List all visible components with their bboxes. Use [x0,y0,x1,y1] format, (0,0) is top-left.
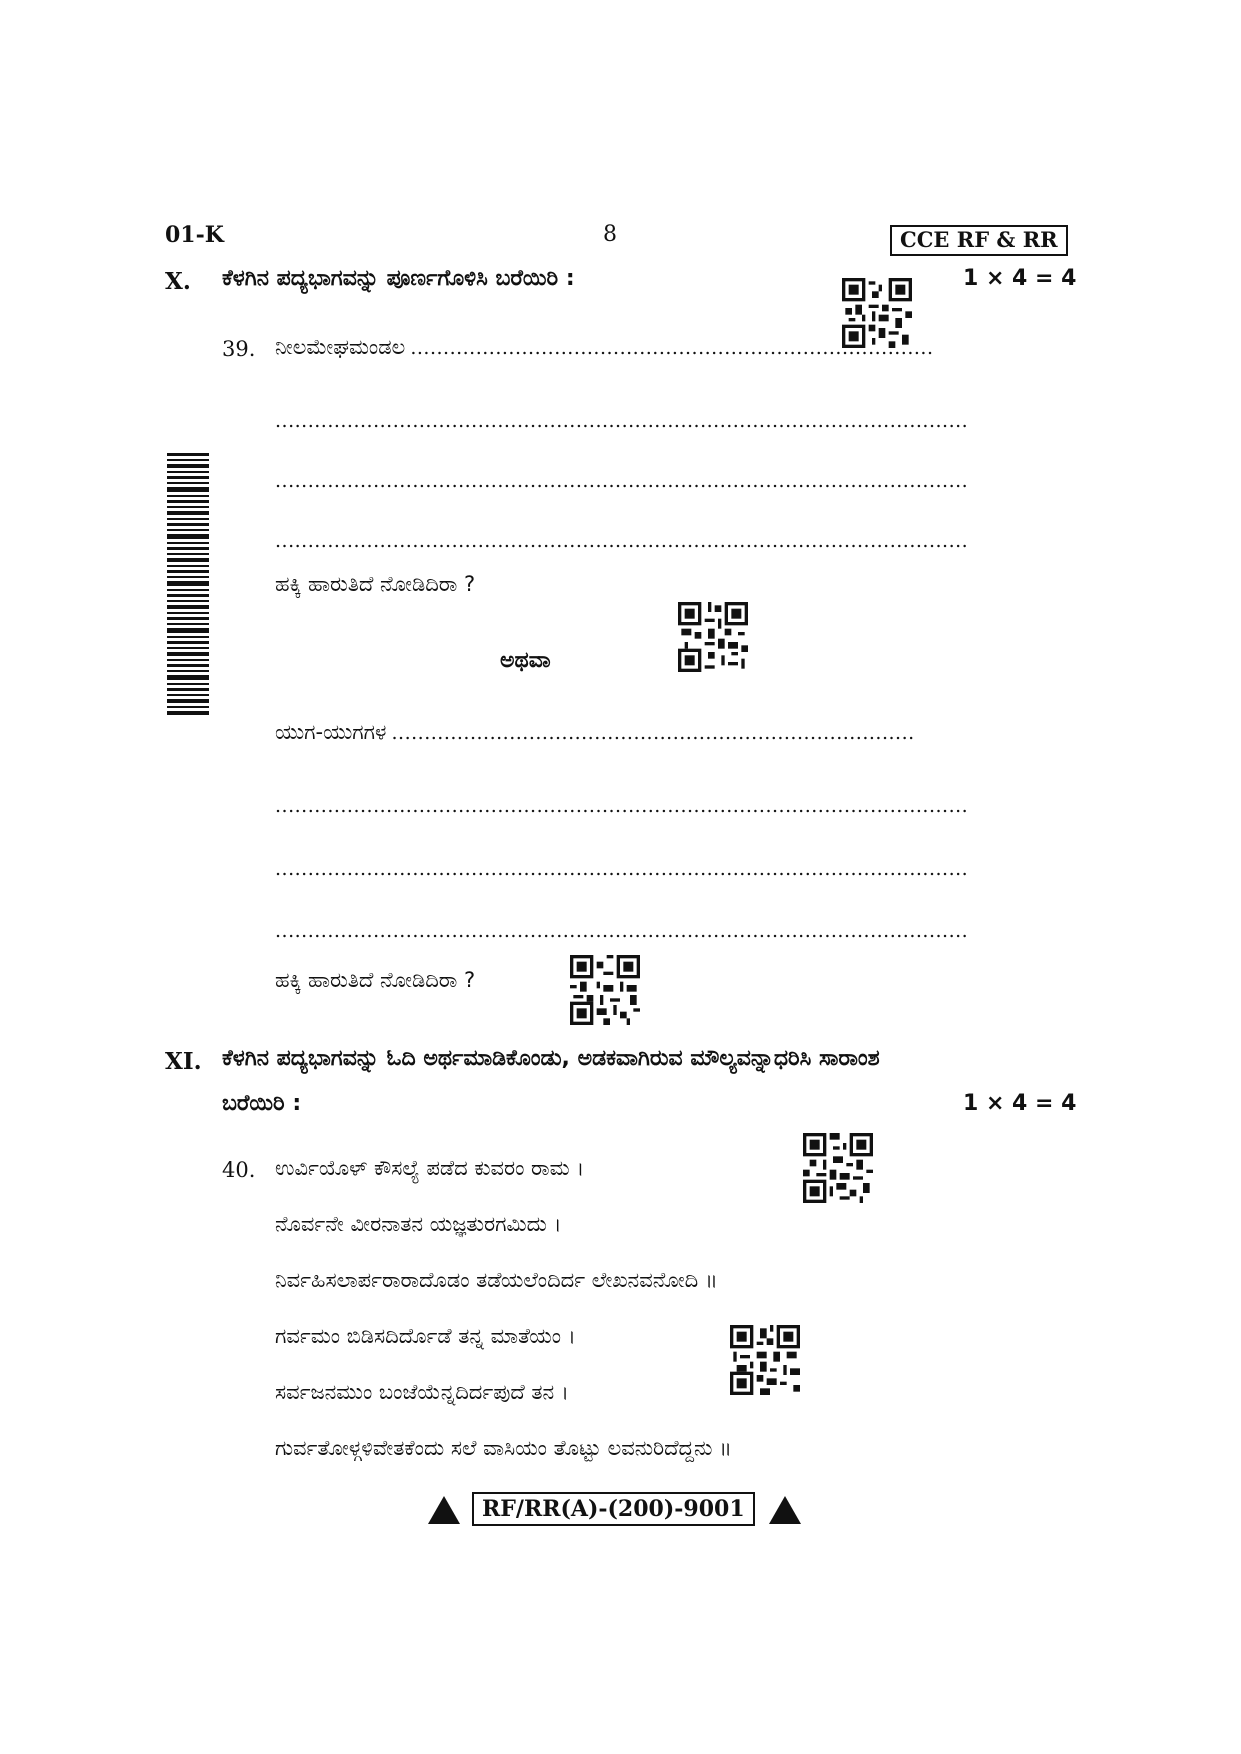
section-xi-marks: 1 × 4 = 4 [963,1091,1077,1116]
question-39-number: 39. [222,337,256,361]
closing-line-1: ಹಕ್ಕಿ ಹಾರುತಿದೆ ನೋಡಿದಿರಾ ? [275,572,476,596]
section-xi-instruction-line1: ಕೆಳಗಿನ ಪದ್ಯಭಾಗವನ್ನು ಓದಿ ಅರ್ಥಮಾಡಿಕೊಂಡು, ಅಡಕವಾಗಿರುವ ಮೌಲ್ಯವನ್ನಾಧರಿಸಿ ಸಾರಾಂಶ [222,1046,880,1071]
answer-line: .......................................................................................................... [275,530,969,552]
answer-line: .......................................................................................................... [275,858,969,880]
question-40-number: 40. [222,1158,256,1182]
section-x-marks: 1 × 4 = 4 [963,266,1077,291]
fill-blank-dots: ................................................................................ [410,337,934,359]
paper-code: 01-K [165,222,224,248]
alt-first-line [275,720,915,745]
page-number: 8 [603,222,617,247]
poem-line: ಉರ್ವಿಯೊಳ್ ಕೌಸಲ್ಯೆ ಪಡೆದ ಕುವರಂ ರಾಮ । [275,1156,585,1180]
section-x-instruction: ಕೆಳಗಿನ ಪದ್ಯಭಾಗವನ್ನು ಪೂರ್ಣಗೊಳಿಸಿ ಬರೆಯಿರಿ : [222,266,575,291]
section-xi-instruction-line2: ಬರೆಯಿರಿ : [222,1091,302,1116]
or-label: ಅಥವಾ [500,648,551,673]
poem-line: ಗರ್ವಮಂ ಬಿಡಿಸದಿರ್ದೊಡೆ ತನ್ನ ಮಾತೆಯಂ । [275,1324,576,1348]
footer-code-box: RF/RR(A)-(200)-9001 [472,1492,755,1526]
triangle-marker-icon [428,1496,460,1524]
qr-code-icon [730,1325,800,1395]
poem-line: ಗುರ್ವತೋಳ್ಗಳಿವೇತಕೆಂದು ಸಲೆ ವಾಸಿಯಂ ತೊಟ್ಟು ಲವನುರಿದೆದ್ದನು ॥ [275,1436,732,1460]
poem-line: ನೊರ್ವನೇ ವೀರನಾತನ ಯಜ್ಞತುರಗಮಿದು । [275,1212,562,1236]
qr-code-icon [803,1133,873,1203]
alt-first-line-text: ಯುಗ-ಯುಗಗಳ [275,720,387,744]
answer-line: .......................................................................................................... [275,470,969,492]
answer-line: .......................................................................................................... [275,920,969,942]
answer-line: .......................................................................................................... [275,795,969,817]
barcode-icon [167,453,209,719]
first-line-text: ನೀಲಮೇಘಮಂಡಲ [275,335,406,359]
question-39-first-line [275,335,934,360]
qr-code-icon [678,602,748,672]
section-x-number: X. [165,268,191,295]
fill-blank-dots: ................................................................................ [391,722,915,744]
poem-line: ಸರ್ವಜನಮುಂ ಬಂಜೆಯೆನ್ನದಿರ್ದಪುದೆ ತನ । [275,1380,569,1404]
answer-line: .......................................................................................................... [275,410,969,432]
closing-line-2: ಹಕ್ಕಿ ಹಾರುತಿದೆ ನೋಡಿದಿರಾ ? [275,968,476,992]
triangle-marker-icon [769,1496,801,1524]
section-xi-number: XI. [165,1048,202,1075]
poem-line: ನಿರ್ವಹಿಸಲಾರ್ಪರಾರಾದೊಡಂ ತಡೆಯಲೆಂದಿರ್ದ ಲೇಖನವನೋದಿ ॥ [275,1268,718,1292]
exam-label-box: CCE RF & RR [890,225,1068,256]
qr-code-icon [570,955,640,1025]
